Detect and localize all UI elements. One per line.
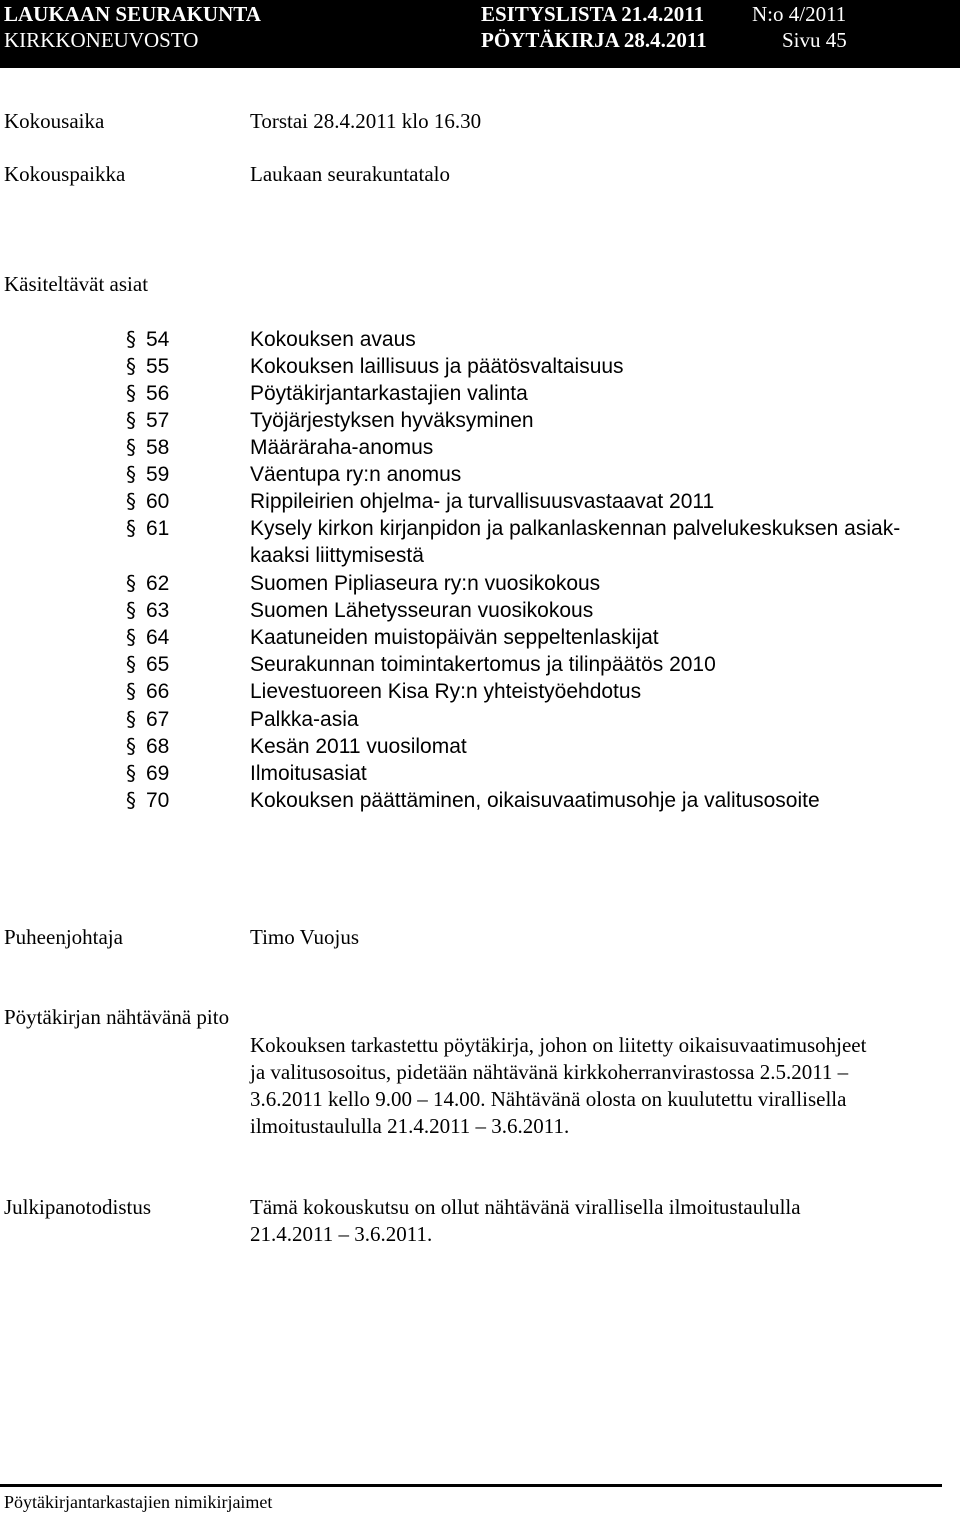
- notice-text: [250, 1194, 950, 1248]
- meeting-place-label: Kokouspaikka: [4, 162, 126, 186]
- header-page: Sivu 45: [782, 28, 847, 52]
- notice-line: Tämä kokouskutsu on ollut nähtävänä virallisella ilmoitustaululla: [250, 1195, 801, 1219]
- agenda-item-title: Kysely kirkon kirjanpidon ja palkanlaskennan palvelukeskuksen asiak-: [250, 517, 901, 540]
- agenda-item-title: Kokouksen avaus: [250, 328, 416, 351]
- agenda-item-number: 57: [146, 409, 170, 432]
- section-sign: §: [126, 571, 136, 595]
- meeting-place-value: Laukaan seurakuntatalo: [250, 162, 450, 186]
- meeting-time-value: Torstai 28.4.2011 klo 16.30: [250, 109, 482, 133]
- agenda-item-title: Väentupa ry:n anomus: [250, 463, 462, 486]
- public-display-label: Pöytäkirjan nähtävänä pito: [4, 1005, 230, 1029]
- agenda-item: [0, 651, 960, 678]
- public-display-line: 3.6.2011 kello 9.00 – 14.00. Nähtävänä olosta on kuulutettu virallisella: [250, 1087, 847, 1111]
- agenda-item-number: 62: [146, 572, 170, 595]
- agenda-item-title: Lievestuoreen Kisa Ry:n yhteistyöehdotus: [250, 680, 642, 703]
- agenda-item-continuation: [0, 542, 960, 569]
- agenda-item-number: 61: [146, 517, 170, 540]
- agenda-item-number: 60: [146, 490, 170, 513]
- section-sign: §: [126, 435, 136, 459]
- agenda-item-number: 64: [146, 626, 170, 649]
- agenda-item: [0, 461, 960, 488]
- agenda-item-number: 68: [146, 735, 170, 758]
- agenda-item-number: 56: [146, 382, 170, 405]
- agenda-item-title: Suomen Lähetysseuran vuosikokous: [250, 599, 594, 622]
- agenda-item-title: Pöytäkirjantarkastajien valinta: [250, 382, 528, 405]
- agenda-item-number: 59: [146, 463, 170, 486]
- agenda-item-number: 55: [146, 355, 170, 378]
- section-sign: §: [126, 788, 136, 812]
- agenda-item-number: 67: [146, 708, 170, 731]
- agenda-item: [0, 624, 960, 651]
- agenda-item: [0, 733, 960, 760]
- agenda-item: [0, 787, 960, 814]
- section-sign: §: [126, 734, 136, 758]
- footer-divider: [0, 1484, 942, 1487]
- agenda-item: [0, 434, 960, 461]
- agenda-item: [0, 706, 960, 733]
- section-sign: §: [126, 327, 136, 351]
- agenda-item-number: 63: [146, 599, 170, 622]
- agenda-item-title-continuation: kaaksi liittymisestä: [250, 544, 424, 567]
- footer-text: Pöytäkirjantarkastajien nimikirjaimet: [4, 1492, 273, 1512]
- agenda-item-number: 58: [146, 436, 170, 459]
- agenda-item: [0, 488, 960, 515]
- section-sign: §: [126, 489, 136, 513]
- agenda-item: [0, 597, 960, 624]
- agenda-item-title: Rippileirien ohjelma- ja turvallisuusvastaavat 2011: [250, 490, 715, 513]
- agenda-item: [0, 353, 960, 380]
- notice-line: 21.4.2011 – 3.6.2011.: [250, 1222, 433, 1246]
- agenda-item: [0, 326, 960, 353]
- agenda-item-title: Seurakunnan toimintakertomus ja tilinpäätös 2010: [250, 653, 716, 676]
- header-minutes-label: PÖYTÄKIRJA 28.4.2011: [481, 28, 707, 52]
- section-sign: §: [126, 761, 136, 785]
- section-sign: §: [126, 679, 136, 703]
- agenda-heading: Käsiteltävät asiat: [4, 272, 149, 296]
- section-sign: §: [126, 625, 136, 649]
- agenda-item: [0, 678, 960, 705]
- agenda-item-number: 65: [146, 653, 170, 676]
- agenda-item-title: Kaatuneiden muistopäivän seppeltenlaskijat: [250, 626, 659, 649]
- agenda-item: [0, 407, 960, 434]
- agenda-item: [0, 760, 960, 787]
- document-header: [0, 0, 960, 68]
- chair-label: Puheenjohtaja: [4, 925, 123, 949]
- agenda-item-title: Kokouksen päättäminen, oikaisuvaatimusohje ja valitusosoite: [250, 789, 820, 812]
- agenda-item-title: Määräraha-anomus: [250, 436, 434, 459]
- public-display-text: [250, 1032, 950, 1140]
- header-number: N:o 4/2011: [752, 2, 847, 26]
- section-sign: §: [126, 516, 136, 540]
- agenda-item-title: Kokouksen laillisuus ja päätösvaltaisuus: [250, 355, 624, 378]
- section-sign: §: [126, 381, 136, 405]
- section-sign: §: [126, 354, 136, 378]
- agenda-item-number: 66: [146, 680, 170, 703]
- agenda-item-title: Ilmoitusasiat: [250, 762, 367, 785]
- agenda-item: [0, 515, 960, 542]
- notice-label: Julkipanotodistus: [4, 1195, 152, 1219]
- chair-name: Timo Vuojus: [250, 925, 360, 949]
- agenda-item-title: Kesän 2011 vuosilomat: [250, 735, 467, 758]
- agenda-item-number: 54: [146, 328, 170, 351]
- agenda-item-title: Työjärjestyksen hyväksyminen: [250, 409, 534, 432]
- public-display-line: ja valitusosoitus, pidetään nähtävänä kirkkoherranvirastossa 2.5.2011 –: [250, 1060, 849, 1084]
- agenda-item-number: 70: [146, 789, 170, 812]
- meeting-time-label: Kokousaika: [4, 109, 105, 133]
- agenda-item-title: Palkka-asia: [250, 708, 359, 731]
- header-organization: LAUKAAN SEURAKUNTA: [4, 2, 261, 26]
- section-sign: §: [126, 408, 136, 432]
- header-agenda-label: ESITYSLISTA 21.4.2011: [481, 2, 705, 26]
- public-display-line: Kokouksen tarkastettu pöytäkirja, johon on liitetty oikaisuvaatimusohjeet: [250, 1033, 867, 1057]
- section-sign: §: [126, 652, 136, 676]
- agenda-item: [0, 380, 960, 407]
- section-sign: §: [126, 462, 136, 486]
- agenda-item-title: Suomen Pipliaseura ry:n vuosikokous: [250, 572, 601, 595]
- public-display-line: ilmoitustaululla 21.4.2011 – 3.6.2011.: [250, 1114, 570, 1138]
- agenda-item-number: 69: [146, 762, 170, 785]
- section-sign: §: [126, 707, 136, 731]
- agenda-item: [0, 570, 960, 597]
- section-sign: §: [126, 598, 136, 622]
- header-body-name: KIRKKONEUVOSTO: [4, 28, 199, 52]
